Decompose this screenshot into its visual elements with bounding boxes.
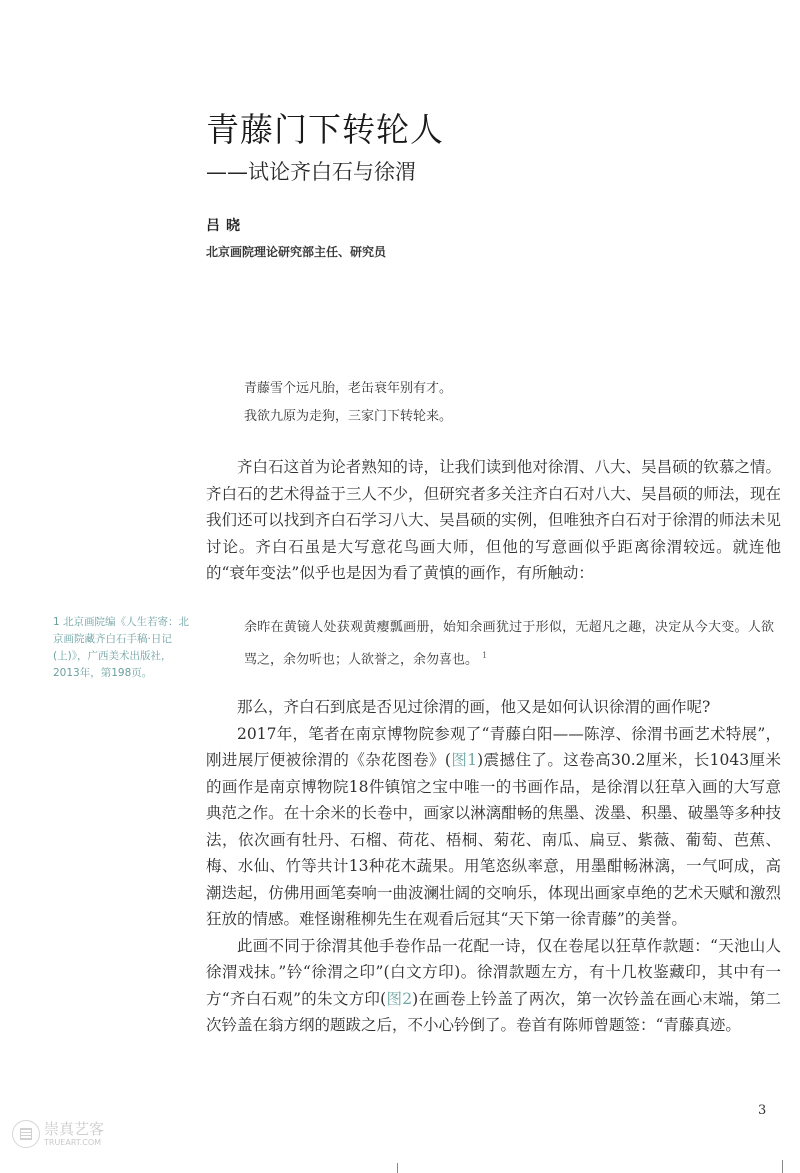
paragraph-text: )震撼住了。这卷高30.2厘米，长1043厘米的画作是南京博物院18件镇馆之宝中唯一的书画作品，是徐渭以狂草入画的大写意典范之作。在十余米的长卷中，画家以淋漓酣畅的焦墨、泼墨、积墨、破墨等多种技法，依次画有牡丹、石榴、荷花、梧桐、菊花、南瓜、扁豆、紫薇、葡萄、芭蕉、梅、水仙、竹等共计13种花木蔬果。用笔恣纵率意，用墨酣畅淋漓，一气呵成，高潮迭起，仿佛用画笔奏响一曲波澜壮阔的交响乐，体现出画家卓绝的艺术天赋和激烈狂放的情感。难怪谢稚柳先生在观看后冠其“天下第一徐青藤”的美誉。: [206, 751, 781, 928]
paragraph: 齐白石这首为论者熟知的诗，让我们读到他对徐渭、八大、吴昌硕的钦慕之情。齐白石的艺术得益于三人不少，但研究者多关注齐白石对八大、吴昌硕的师法，现在我们还可以找到齐白石学习八大、吴昌硕的实例，但唯独齐白石对于徐渭的师法未见讨论。齐白石虽是大写意花鸟画大师，但他的写意画似乎距离徐渭较远。就连他的“衰年变法”似乎也是因为看了黄慎的画作，有所触动：: [206, 458, 781, 582]
quote-text: 余昨在黄镜人处获观黄瘿瓢画册，始知余画犹过于形似，无超凡之趣，决定从今大变。人欲骂之，余勿听也；人欲誉之，余勿喜也。: [244, 620, 774, 668]
epigraph-poem: [244, 375, 452, 431]
page-number: 3: [758, 1103, 767, 1118]
poem-line: 我欲九原为走狗，三家门下转轮来。: [244, 409, 453, 424]
poem-line: 青藤雪个远凡胎，老缶衰年别有才。: [244, 381, 453, 396]
paragraph-text: )在画卷上钤盖了两次，第一次钤盖在画心末端，第二次钤盖在翁方纲的题跋之后，不小心钤倒了。卷首有陈师曾题签：“青藤真迹。: [206, 989, 781, 1034]
watermark-logo: [12, 1118, 105, 1158]
paragraph-text: 此画不同于徐渭其他手卷作品一花配一诗，仅在卷尾以狂草作款题：“天池山人徐渭戏抹。”钤“徐渭之印”(白文方印)。徐渭款题左方，有十几枚鉴藏印，其中有一方“齐白石观”的朱文方印(: [206, 936, 781, 1008]
crop-mark: [397, 1163, 398, 1173]
paragraph: [206, 933, 781, 1039]
chat-bubble-icon: [12, 1120, 40, 1148]
author-affiliation: 北京画院理论研究部主任、研究员: [206, 245, 387, 259]
article-title: 青藤门下转轮人: [206, 110, 444, 149]
watermark-en: TRUEART.COM: [44, 1138, 102, 1147]
paragraph-text: 2017年，笔者在南京博物院参观了“青藤白阳——陈淳、徐渭书画艺术特展”，刚进展厅便被徐渭的《杂花图卷》(: [206, 724, 781, 769]
body-section-1: [206, 454, 781, 587]
figure-reference-link[interactable]: 图1: [450, 751, 478, 769]
body-section-2: [206, 694, 781, 1039]
block-quote: [244, 614, 774, 674]
footnote: 1 北京画院编《人生若寄：北京画院藏齐白石手稿·日记(上)》，广西美术出版社，2013年，第198页。: [53, 616, 190, 679]
article-subtitle: ——试论齐白石与徐渭: [206, 160, 416, 184]
paragraph: 那么，齐白石到底是否见过徐渭的画，他又是如何认识徐渭的画作呢?: [237, 698, 711, 716]
figure-reference-link[interactable]: 图2: [386, 989, 413, 1008]
author-name: 吕晓: [206, 218, 246, 234]
watermark-cn: 崇真艺客: [44, 1120, 105, 1138]
crop-mark: [782, 1160, 783, 1173]
paragraph: [206, 721, 781, 933]
footnote-mark[interactable]: 1: [482, 651, 488, 660]
